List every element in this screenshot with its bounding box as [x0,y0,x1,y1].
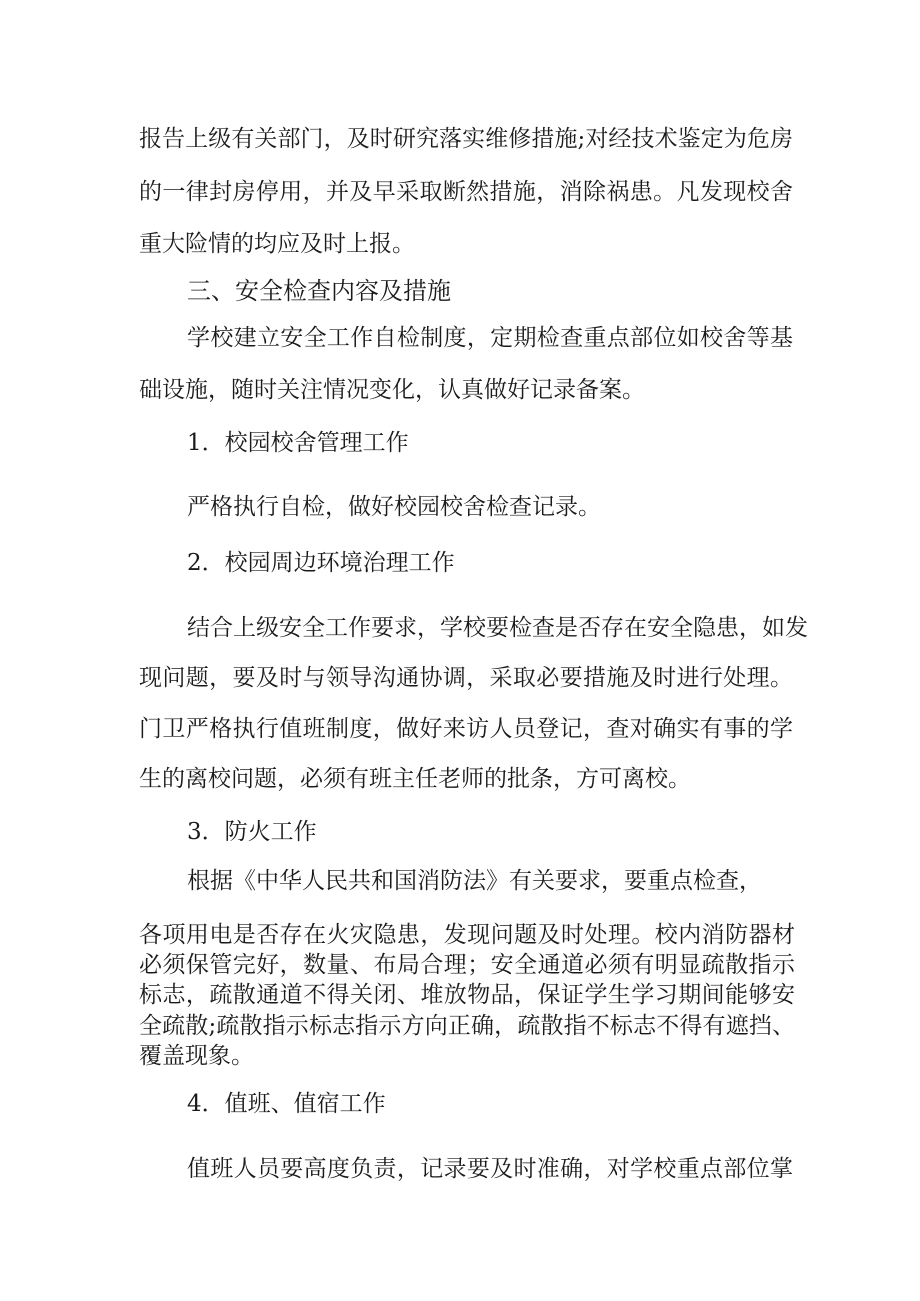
paragraph-line: 结合上级安全工作要求，学校要检查是否存在安全隐患，如发 [187,615,808,641]
numbered-item-title: 4．值班、值宿工作 [187,1091,386,1117]
paragraph-line: 的一律封房停用，并及早采取断然措施，消除祸患。凡发现校舍 [139,179,793,205]
numbered-item-title: 3．防火工作 [187,819,317,845]
paragraph-line: 全疏散;疏散指示标志指示方向正确，疏散指不标志不得有遮挡、 [139,1013,795,1039]
paragraph-line: 报告上级有关部门，及时研究落实维修措施;对经技术鉴定为危房 [139,126,793,152]
paragraph-line: 根据《中华人民共和国消防法》有关要求，要重点检查， [187,868,762,894]
paragraph-line: 值班人员要高度负责，记录要及时准确，对学校重点部位掌 [187,1156,793,1182]
paragraph-line: 学校建立安全工作自检制度，定期检查重点部位如校舍等基 [187,325,793,351]
numbered-item-title: 1．校园校舍管理工作 [187,430,409,456]
numbered-item-title: 2．校园周边环境治理工作 [187,550,455,576]
paragraph-line: 础设施，随时关注情况变化，认真做好记录备案。 [139,377,645,403]
paragraph-line: 各项用电是否存在火灾隐患，发现问题及时处理。校内消防器材 [139,922,795,948]
paragraph-line: 严格执行自检，做好校园校舍检查记录。 [187,494,601,520]
paragraph-line: 必须保管完好，数量、布局合理；安全通道必须有明显疏散指示 [139,952,795,978]
paragraph-line: 门卫严格执行值班制度，做好来访人员登记，查对确实有事的学 [139,716,793,742]
paragraph-line: 覆盖现象。 [139,1043,254,1069]
paragraph-line: 现问题，要及时与领导沟通协调，采取必要措施及时进行处理。 [139,665,793,691]
paragraph-line: 标志，疏散通道不得关闭、堆放物品，保证学生学习期间能够安 [139,982,795,1008]
paragraph-line: 生的离校问题，必须有班主任老师的批条，方可离校。 [139,766,691,792]
section-heading: 三、安全检查内容及措施 [187,277,451,305]
paragraph-line: 重大险情的均应及时上报。 [139,231,415,257]
